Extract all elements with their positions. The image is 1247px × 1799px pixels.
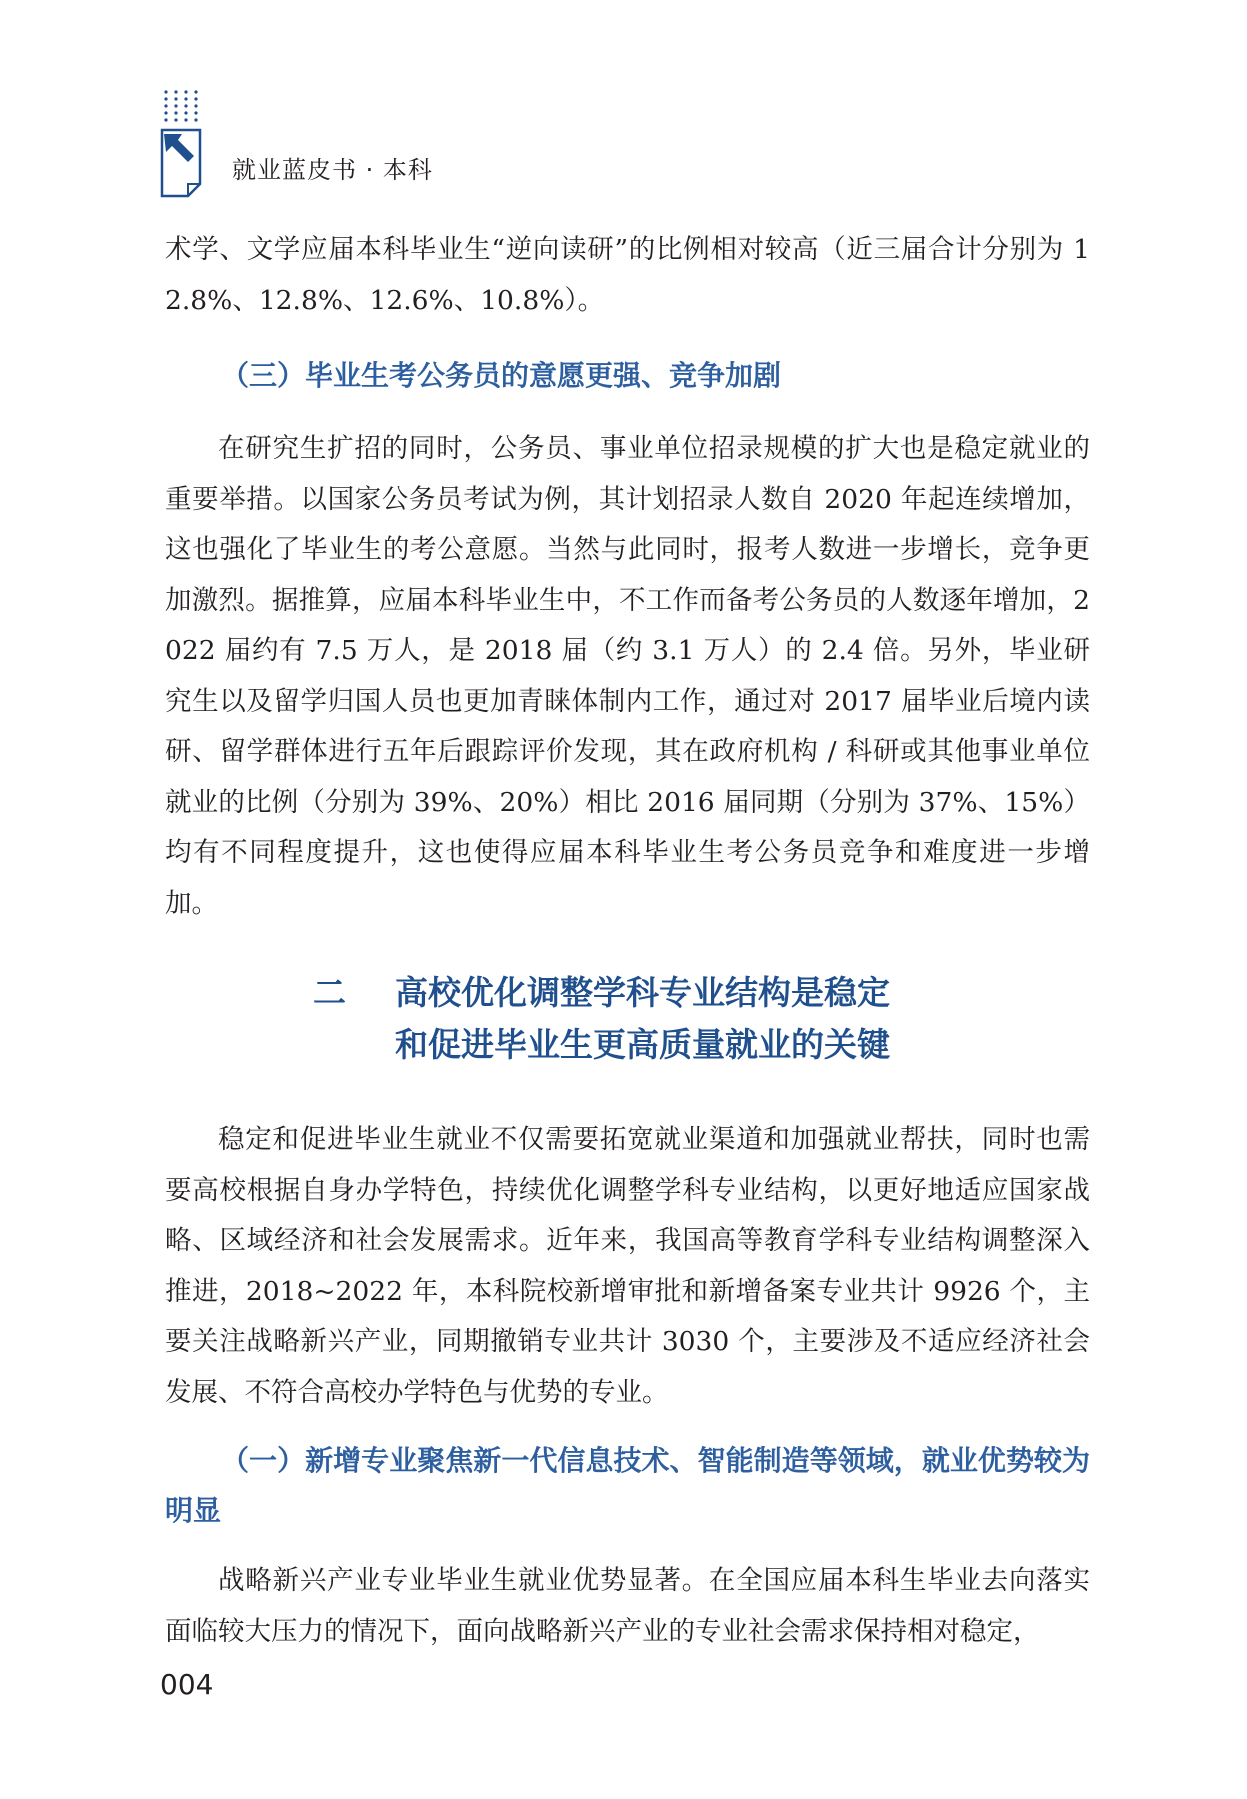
paragraph-continued: 术学、文学应届本科毕业生“逆向读研”的比例相对较高（近三届合计分别为 12.8%、12.8%、12.6%、10.8%）。 [165,234,1090,316]
section-number: 二 [313,973,346,1012]
paragraph-civil-service: 在研究生扩招的同时，公务员、事业单位招录规模的扩大也是稳定就业的重要举措。以国家公务员考试为例，其计划招录人数自 2020 年起连续增加，这也强化了毕业生的考公意愿。当然与此同时，报考人数进一步增长，竞争更加激烈。据推算，应届本科毕业生中，不工作而备考公务员的人数逐年增加，2022 届约有 7.5 万人，是 2018 届（约 3.1 万人）的 2.4 倍。另外，毕业研究生以及留学归国人员也更加青睐体制内工作，通过对 2017 届毕业后境内读研、留学群体进行五年后跟踪评价发现，其在政府机构 / 科研或其他事业单位就业的比例（分别为 39%、20%）相比 2016 届同期（分别为 37%、15%）均有不同程度提升，这也使得应届本科毕业生考公务员竞争和难度进一步增加。 [165,433,1090,919]
section-heading-2 [165,967,1090,1071]
subheading-new-majors: （一）新增专业聚焦新一代信息技术、智能制造等领域，就业优势较为明显 [165,1444,1090,1527]
subheading-civil-service: （三）毕业生考公务员的意愿更强、竞争加剧 [221,359,782,392]
book-logo-icon [160,88,212,200]
page-number: 004 [160,1668,214,1701]
section-title-line-2: 和促进毕业生更高质量就业的关键 [395,1025,890,1064]
paragraph-structure: 稳定和促进毕业生就业不仅需要拓宽就业渠道和加强就业帮扶，同时也需要高校根据自身办学特色，持续优化调整学科专业结构，以更好地适应国家战略、区域经济和社会发展需求。近年来，我国高等教育学科专业结构调整深入推进，2018~2022 年，本科院校新增审批和新增备案专业共计 9926 个，主要关注战略新兴产业，同期撤销专业共计 3030 个，主要涉及不适应经济社会发展、不符合高校办学特色与优势的专业。 [165,1124,1090,1408]
paragraph-strategic-industries: 战略新兴产业专业毕业生就业优势显著。在全国应届本科生毕业去向落实面临较大压力的情况下，面向战略新兴产业的专业社会需求保持相对稳定， [165,1565,1090,1647]
section-title-line-1: 高校优化调整学科专业结构是稳定 [395,973,890,1012]
header-title: 就业蓝皮书 · 本科 [232,156,433,184]
page-content [165,225,1090,1657]
running-header [160,88,580,208]
